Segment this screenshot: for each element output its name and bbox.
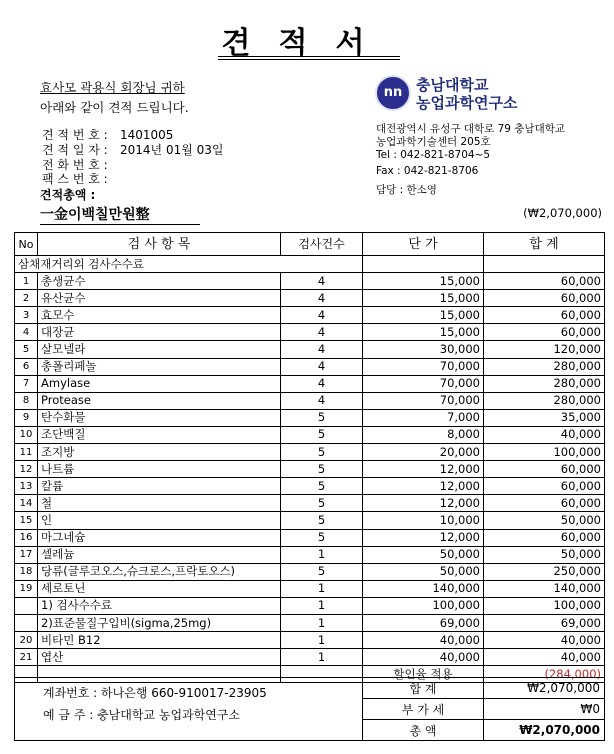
row-count: 5	[281, 495, 363, 512]
row-count: 4	[281, 392, 363, 409]
estimate-number: 1401005	[120, 128, 174, 142]
table-row	[15, 341, 605, 358]
table-row	[15, 461, 605, 478]
row-unit-price: 10,000	[363, 512, 484, 529]
row-item: 1) 검사수수료	[38, 597, 281, 614]
header-sum: 합 계	[484, 233, 605, 256]
recipient: 효사모 곽용식 회장님 귀하	[40, 80, 185, 95]
row-unit-price: 20,000	[363, 444, 484, 461]
row-item: 살모넬라	[38, 341, 281, 358]
table-row	[15, 614, 605, 631]
table-row	[15, 273, 605, 290]
row-sum: 280,000	[484, 375, 605, 392]
table-row	[15, 392, 605, 409]
row-unit-price: 15,000	[363, 307, 484, 324]
row-item: 유산균수	[38, 290, 281, 307]
row-item: 조지방	[38, 444, 281, 461]
org-address-1: 대전광역시 유성구 대학로 79 충남대학교	[376, 123, 565, 135]
row-count: 1	[281, 649, 363, 666]
logo-emblem-icon: nn	[383, 85, 403, 100]
row-count: 4	[281, 290, 363, 307]
page-title: 견적서	[221, 26, 393, 61]
fax-row	[42, 170, 120, 187]
row-item: 총생균수	[38, 273, 281, 290]
row-count: 4	[281, 341, 363, 358]
row-item: 2)표준물질구입비(sigma,25mg)	[38, 614, 281, 631]
row-unit-price: 15,000	[363, 290, 484, 307]
row-unit-price: 12,000	[363, 478, 484, 495]
estimate-number-label: 견 적 번 호 :	[42, 128, 108, 142]
header-count: 검사건수	[281, 233, 363, 256]
university-logo	[375, 75, 411, 111]
row-sum: 140,000	[484, 580, 605, 597]
row-item: 세로토닌	[38, 580, 281, 597]
row-count: 5	[281, 444, 363, 461]
row-unit-price: 12,000	[363, 461, 484, 478]
row-item: 엽산	[38, 649, 281, 666]
row-no: 2	[15, 290, 38, 307]
table-row	[15, 307, 605, 324]
row-unit-price: 40,000	[363, 632, 484, 649]
table-row	[15, 290, 605, 307]
row-count: 1	[281, 597, 363, 614]
row-item: 조단백질	[38, 426, 281, 443]
table-row	[15, 478, 605, 495]
row-count: 1	[281, 580, 363, 597]
row-sum: 100,000	[484, 597, 605, 614]
row-unit-price: 140,000	[363, 580, 484, 597]
table-row	[15, 529, 605, 546]
group-blank-3	[484, 256, 605, 273]
row-count: 5	[281, 512, 363, 529]
row-count: 5	[281, 529, 363, 546]
row-sum: 60,000	[484, 478, 605, 495]
row-sum: 60,000	[484, 461, 605, 478]
row-sum: 60,000	[484, 324, 605, 341]
row-unit-price: 70,000	[363, 392, 484, 409]
total-figure: (₩2,070,000)	[523, 206, 602, 220]
row-no: 15	[15, 512, 38, 529]
row-sum: 60,000	[484, 307, 605, 324]
row-item: 대장균	[38, 324, 281, 341]
row-item: 탄수화물	[38, 409, 281, 426]
subtotal-row	[15, 678, 605, 699]
row-sum: 40,000	[484, 426, 605, 443]
group-blank-2	[363, 256, 484, 273]
row-no: 8	[15, 392, 38, 409]
group-label: 삼채재거리외 검사수수료	[15, 256, 281, 273]
grand-total-value: ₩2,070,000	[484, 720, 605, 741]
row-no: 19	[15, 580, 38, 597]
title-underline	[218, 56, 400, 57]
row-no: 20	[15, 632, 38, 649]
row-no: 16	[15, 529, 38, 546]
header-unit-price: 단 가	[363, 233, 484, 256]
row-no: 10	[15, 426, 38, 443]
org-name-line1: 충남대학교	[416, 76, 489, 94]
row-no	[15, 597, 38, 614]
row-sum: 50,000	[484, 512, 605, 529]
row-count: 5	[281, 426, 363, 443]
row-item: Protease	[38, 392, 281, 409]
estimate-date: 2014년 01월 03일	[120, 143, 224, 157]
table-row	[15, 649, 605, 666]
table-row	[15, 546, 605, 563]
row-no: 5	[15, 341, 38, 358]
table-row	[15, 495, 605, 512]
row-no: 6	[15, 358, 38, 375]
row-sum: 35,000	[484, 409, 605, 426]
org-address-2: 농업과학기술센터 205호	[376, 136, 491, 148]
estimate-table	[14, 232, 605, 683]
row-unit-price: 15,000	[363, 324, 484, 341]
row-unit-price: 70,000	[363, 375, 484, 392]
table-row	[15, 512, 605, 529]
row-count: 5	[281, 409, 363, 426]
table-row	[15, 580, 605, 597]
row-sum: 120,000	[484, 341, 605, 358]
row-sum: 60,000	[484, 529, 605, 546]
table-row	[15, 375, 605, 392]
row-item: 인	[38, 512, 281, 529]
row-unit-price: 100,000	[363, 597, 484, 614]
row-count: 5	[281, 478, 363, 495]
row-unit-price: 70,000	[363, 358, 484, 375]
title-underline-2	[218, 59, 400, 60]
row-item: 총폴리페놀	[38, 358, 281, 375]
row-count: 4	[281, 375, 363, 392]
account-number: 계좌번호 : 하나은행 660-910017-23905	[43, 686, 267, 700]
row-unit-price: 30,000	[363, 341, 484, 358]
row-sum: 280,000	[484, 392, 605, 409]
estimate-date-label: 견 적 일 자 :	[42, 143, 108, 157]
phone-label: 전 화 번 호 :	[42, 158, 108, 172]
row-no: 9	[15, 409, 38, 426]
group-blank-1	[281, 256, 363, 273]
row-no: 21	[15, 649, 38, 666]
row-count: 1	[281, 546, 363, 563]
grand-total-label: 총 액	[363, 720, 484, 741]
table-row	[15, 426, 605, 443]
row-item: 칼륨	[38, 478, 281, 495]
vat-value: ₩0	[484, 699, 605, 720]
row-no: 1	[15, 273, 38, 290]
subtotal-value: ₩2,070,000	[484, 678, 605, 699]
row-unit-price: 8,000	[363, 426, 484, 443]
total-underline	[40, 224, 200, 225]
org-contact: 담당 : 한소영	[376, 184, 437, 196]
intro-text: 아래와 같이 견적 드립니다.	[40, 100, 189, 115]
table-row	[15, 324, 605, 341]
row-no: 13	[15, 478, 38, 495]
row-sum: 69,000	[484, 614, 605, 631]
row-no: 12	[15, 461, 38, 478]
row-item: Amylase	[38, 375, 281, 392]
row-no: 3	[15, 307, 38, 324]
row-count: 4	[281, 273, 363, 290]
row-sum: 280,000	[484, 358, 605, 375]
row-sum: 40,000	[484, 649, 605, 666]
row-count: 5	[281, 563, 363, 580]
discount-value: (284,000)	[484, 666, 605, 683]
row-count: 4	[281, 307, 363, 324]
table-row	[15, 632, 605, 649]
row-no: 7	[15, 375, 38, 392]
row-item: 셀레늄	[38, 546, 281, 563]
row-count: 1	[281, 614, 363, 631]
row-no: 14	[15, 495, 38, 512]
row-item: 마그네슘	[38, 529, 281, 546]
account-holder: 예 금 주 : 충남대학교 농업과학연구소	[43, 708, 240, 722]
subtotal-label: 합 계	[363, 678, 484, 699]
table-row	[15, 358, 605, 375]
summary-table	[14, 677, 605, 741]
org-tel: Tel : 042-821-8704~5	[376, 149, 491, 161]
table-row	[15, 409, 605, 426]
vat-label: 부 가 세	[363, 699, 484, 720]
row-item: 나트륨	[38, 461, 281, 478]
bank-info	[15, 678, 363, 741]
row-no: 18	[15, 563, 38, 580]
row-unit-price: 12,000	[363, 529, 484, 546]
discount-label: 할인율 적용	[363, 666, 484, 683]
table-row	[15, 597, 605, 614]
table-header-row	[15, 233, 605, 256]
header-item: 검 사 항 목	[38, 233, 281, 256]
row-sum: 60,000	[484, 495, 605, 512]
header-no: No	[15, 233, 38, 256]
group-row	[15, 256, 605, 273]
org-name-line2: 농업과학연구소	[416, 94, 518, 112]
row-unit-price: 12,000	[363, 495, 484, 512]
row-sum: 100,000	[484, 444, 605, 461]
row-no: 11	[15, 444, 38, 461]
row-no	[15, 614, 38, 631]
row-unit-price: 50,000	[363, 563, 484, 580]
table-row	[15, 563, 605, 580]
row-count: 4	[281, 324, 363, 341]
row-no: 17	[15, 546, 38, 563]
row-unit-price: 69,000	[363, 614, 484, 631]
row-sum: 250,000	[484, 563, 605, 580]
fax-label: 팩 스 번 호 :	[42, 172, 108, 186]
org-name	[416, 76, 517, 112]
row-count: 5	[281, 461, 363, 478]
org-fax: Fax : 042-821-8706	[376, 165, 479, 177]
row-sum: 50,000	[484, 546, 605, 563]
row-count: 4	[281, 358, 363, 375]
row-sum: 40,000	[484, 632, 605, 649]
row-sum: 60,000	[484, 273, 605, 290]
table-row	[15, 444, 605, 461]
row-item: 비타민 B12	[38, 632, 281, 649]
row-unit-price: 15,000	[363, 273, 484, 290]
row-sum: 60,000	[484, 290, 605, 307]
row-count: 1	[281, 632, 363, 649]
row-no: 4	[15, 324, 38, 341]
row-item: 당류(글루코오스,슈크로스,프락토오스)	[38, 563, 281, 580]
row-unit-price: 7,000	[363, 409, 484, 426]
row-item: 철	[38, 495, 281, 512]
row-item: 효모수	[38, 307, 281, 324]
total-label: 견적총액 :	[40, 188, 96, 202]
total-in-words: 一金이백칠만원整	[40, 207, 150, 223]
row-unit-price: 50,000	[363, 546, 484, 563]
row-unit-price: 40,000	[363, 649, 484, 666]
